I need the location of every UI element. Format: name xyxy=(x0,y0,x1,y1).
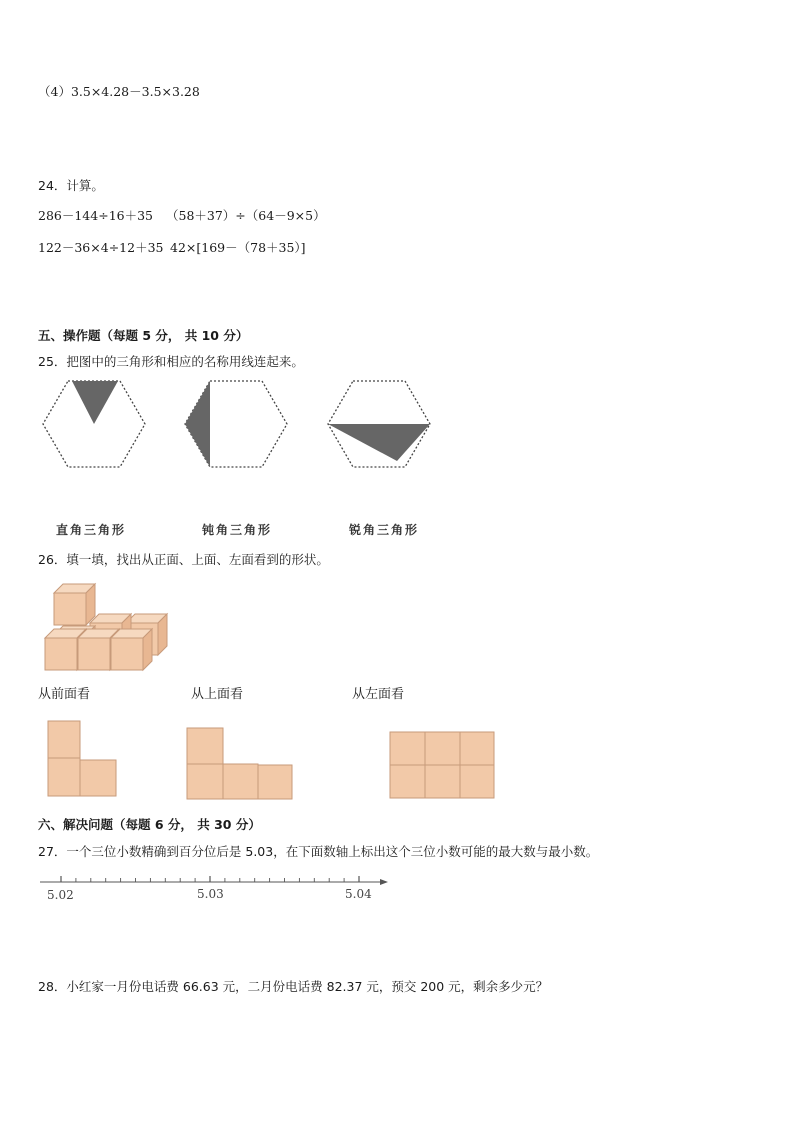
q27-prompt: 27．一个三位小数精确到百分位后是 5.03，在下面数轴上标出这个三位小数可能的最大数与最小数。 xyxy=(38,844,599,859)
section-6-heading: 六、解决问题（每题 6 分， 共 30 分） xyxy=(38,817,261,832)
section-5-heading: 五、操作题（每题 5 分， 共 10 分） xyxy=(38,328,249,343)
q26-prompt: 26．填一填，找出从正面、上面、左面看到的形状。 xyxy=(38,552,329,567)
label-front-view: 从前面看 xyxy=(38,687,91,702)
q28-prompt: 28．小红家一月份电话费 66.63 元，二月份电话费 82.37 元，预交 200 元，剩余多少元？ xyxy=(38,979,549,994)
q23-part4-expression: （4）3.5×4.28－3.5×3.28 xyxy=(38,84,200,99)
label-right-triangle: 直角三角形 xyxy=(56,523,127,537)
q25-prompt: 25．把图中的三角形和相应的名称用线连起来。 xyxy=(38,354,304,369)
q24-expr-2a: 122－36×4÷12＋35 xyxy=(38,240,164,255)
label-acute-triangle: 锐角三角形 xyxy=(349,523,420,537)
q24-expr-1b: （58＋37）÷（64－9×5） xyxy=(166,208,326,223)
tick-label-5-04: 5.04 xyxy=(345,887,372,901)
tick-label-5-02: 5.02 xyxy=(47,888,74,902)
label-top-view: 从上面看 xyxy=(191,687,244,702)
tick-label-5-03: 5.03 xyxy=(197,887,224,901)
q24-title: 24．计算。 xyxy=(38,178,104,193)
label-obtuse-triangle: 钝角三角形 xyxy=(202,523,273,537)
label-left-view: 从左面看 xyxy=(352,687,405,702)
q24-expr-2b: 42×[169－（78＋35）] xyxy=(170,240,306,255)
q24-expr-1a: 286－144÷16＋35 xyxy=(38,208,154,223)
